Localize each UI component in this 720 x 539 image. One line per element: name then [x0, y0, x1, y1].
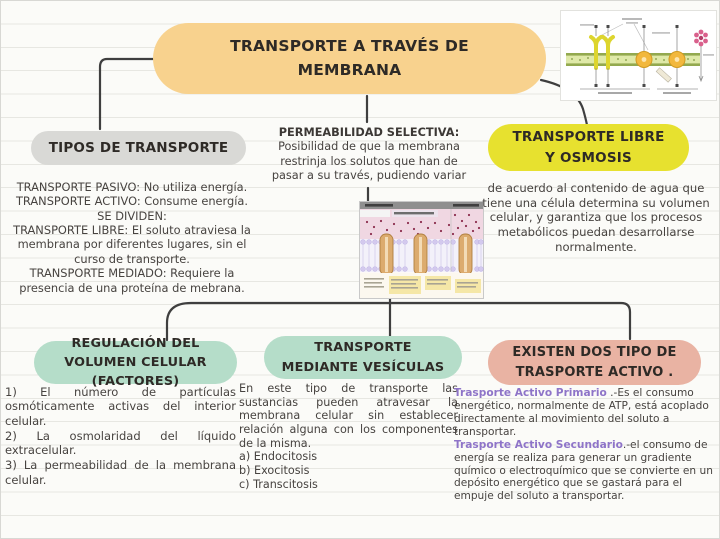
title-node: [153, 23, 546, 94]
membrane-diagram-thumbnail: [560, 10, 717, 101]
page-title: TRANSPORTE A TRAVÉS DE MEMBRANA: [230, 37, 469, 79]
tipos-line: TRANSPORTE PASIVO: No utiliza energía.: [16, 180, 248, 194]
vesiculas-item: a) Endocitosis: [239, 450, 318, 464]
transporte-comparison-illustration: [359, 201, 484, 299]
tipos-line: TRANSPORTE LIBRE: El soluto atraviesa la membrana por diferentes lugares, sin el curso de transporte.: [13, 223, 251, 266]
regulacion-factor: 1) El número de partículas osmóticamente activas del interior celular.: [5, 385, 236, 428]
activo-primario-term: Trasporte Activo Primario: [454, 387, 607, 399]
node-label: TIPOS DE TRANSPORTE: [48, 140, 229, 156]
node-transporte-vesiculas: [264, 336, 462, 379]
permeabilidad-heading: PERMEABILIDAD SELECTIVA:: [278, 126, 460, 139]
connector-title-tipos: [100, 59, 153, 129]
vesiculas-body: En este tipo de transporte las sustancias pueden atravesar la membrana celular sin establecer relación alguna con los componentes de la misma.: [239, 382, 458, 450]
tipos-description: [3, 180, 261, 295]
transporte-comparison-thumbnail: [359, 201, 484, 299]
tipos-line: TRANSPORTE ACTIVO: Consume energía.: [15, 194, 249, 209]
activo-secundario-body: .-el consumo de energía se realiza para generar un gradiente químico o electroquímico que se convierte en un depósito energético que se gastará para el empuje del soluto a transportar.: [454, 438, 713, 503]
activo-primario-body: .-Es el consumo energético, normalmente de ATP, está acoplado directamente al movimiento del soluto a transportar.: [454, 387, 709, 438]
membrane-diagram-illustration: [560, 10, 717, 101]
vesiculas-description: [239, 382, 458, 491]
activo-description: [454, 387, 717, 503]
vesiculas-item: c) Transcitosis: [239, 477, 318, 491]
vesiculas-item: b) Exocitosis: [239, 463, 310, 477]
node-tipos-de-transporte: [31, 131, 246, 165]
connector-bottom-rail: [167, 303, 630, 340]
node-transporte-libre-osmosis: [488, 124, 689, 171]
node-label: REGULACIÓN DEL VOLUMEN CELULAR (FACTORES): [64, 335, 207, 390]
regulacion-factor: 3) La permeabilidad de la membrana celular.: [5, 458, 236, 487]
permeabilidad-selectiva-note: [263, 126, 475, 184]
tipos-line: TRANSPORTE MEDIADO: Requiere la presencia de una proteína de mebrana.: [19, 266, 245, 295]
permeabilidad-body: Posibilidad de que la membrana restrinja los solutos que han de pasar a su través, pudiendo variar: [271, 140, 467, 183]
activo-primario-paragraph: [454, 387, 717, 439]
osmosis-description: de acuerdo al contenido de agua que tiene una célula determina su volumen celular, y garantiza que los procesos metabólicos puedan desarrollarse normalmente.: [482, 181, 710, 254]
regulacion-factors: [5, 385, 236, 488]
node-label: TRANSPORTE MEDIANTE VESÍCULAS: [281, 340, 445, 375]
activo-secundario-term: Trasporte Activo Secundario: [454, 438, 623, 451]
tipos-line: SE DIVIDEN:: [97, 208, 167, 223]
regulacion-factor: 2) La osmolaridad del líquido extracelular.: [5, 428, 236, 457]
node-label: EXISTEN DOS TIPO DE TRASPORTE ACTIVO .: [512, 345, 677, 380]
activo-secundario-paragraph: [454, 439, 717, 504]
node-regulacion-volumen: [34, 335, 237, 390]
node-transporte-activo: [488, 340, 701, 385]
node-label: TRANSPORTE LIBRE Y OSMOSIS: [512, 128, 665, 166]
